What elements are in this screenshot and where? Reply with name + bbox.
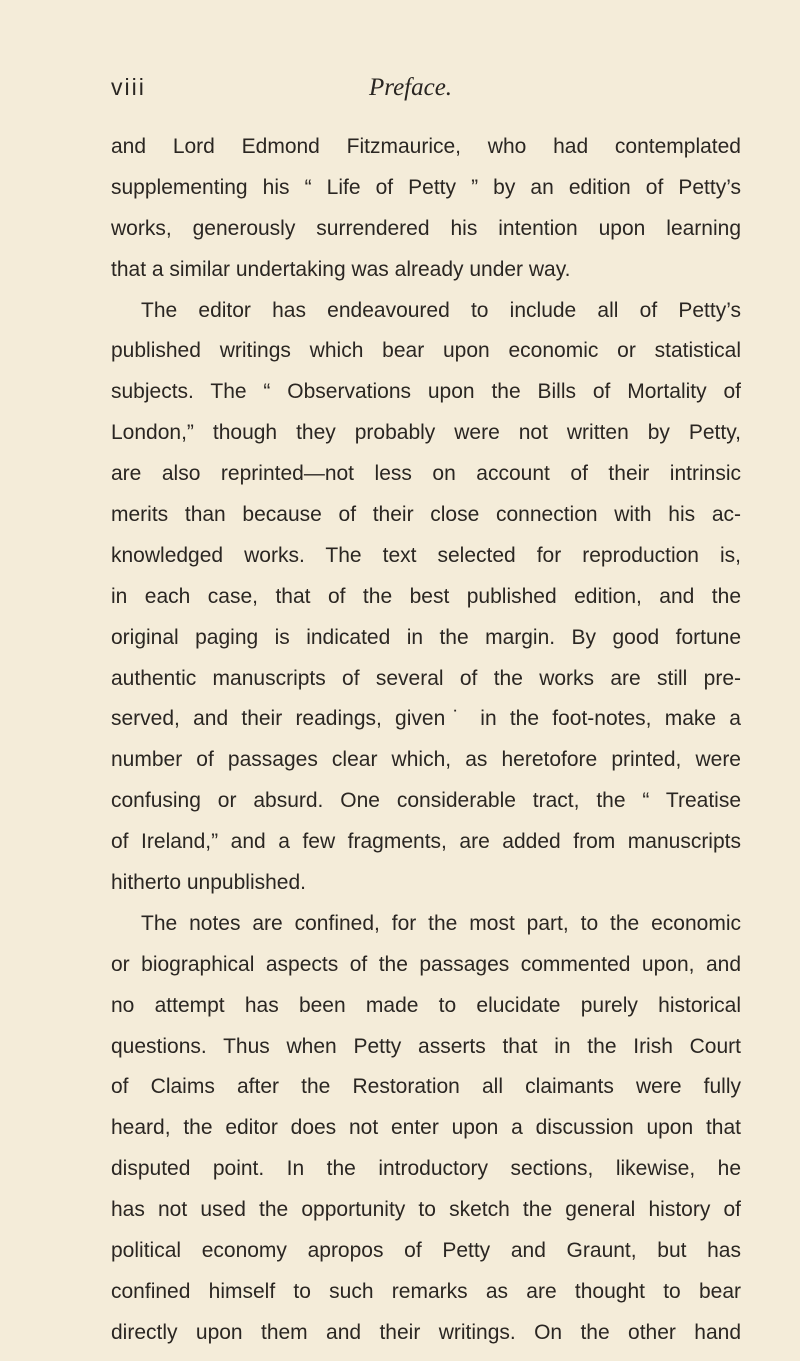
text-line: heard, the editor does not enter upon a discussion upon that bbox=[111, 1116, 741, 1140]
text-line: subjects. The “ Observations upon the Bills of Mortality of bbox=[111, 380, 741, 404]
text-line: that a similar undertaking was already under way. bbox=[111, 257, 571, 281]
text-line: in each case, that of the best published edition, and the bbox=[111, 584, 741, 608]
text-line: The notes are confined, for the most part, to the economic bbox=[141, 911, 741, 935]
text-line: questions. Thus when Petty asserts that in the Irish Court bbox=[111, 1034, 741, 1058]
text-line: number of passages clear which, as heretofore printed, were bbox=[111, 748, 741, 772]
text-line: London,” though they probably were not written by Petty, bbox=[111, 421, 741, 445]
text-line: of Claims after the Restoration all claimants were fully bbox=[111, 1075, 741, 1099]
text-line: are also reprinted—not less on account of their intrinsic bbox=[111, 462, 741, 486]
text-line: political economy apropos of Petty and Graunt, but has bbox=[111, 1239, 741, 1263]
running-title: Preface. bbox=[369, 74, 453, 101]
text-line: supplementing his “ Life of Petty ” by an edition of Petty’s bbox=[111, 175, 741, 199]
running-head bbox=[0, 74, 800, 108]
text-line: or biographical aspects of the passages commented upon, and bbox=[111, 952, 741, 976]
text-line: The editor has endeavoured to include all of Petty’s bbox=[141, 298, 741, 322]
text-line: of Ireland,” and a few fragments, are added from manuscripts bbox=[111, 830, 741, 854]
text-line: original paging is indicated in the margin. By good fortune bbox=[111, 625, 741, 649]
body-text bbox=[111, 127, 741, 1354]
text-line: confusing or absurd. One considerable tract, the “ Treatise bbox=[111, 789, 741, 813]
text-line: directly upon them and their writings. On the other hand bbox=[111, 1320, 741, 1344]
text-line: has not used the opportunity to sketch the general history of bbox=[111, 1198, 741, 1222]
text-line: confined himself to such remarks as are thought to bear bbox=[111, 1279, 741, 1303]
text-line: merits than because of their close connection with his ac- bbox=[111, 503, 741, 527]
text-line: works, generously surrendered his intention upon learning bbox=[111, 216, 741, 240]
text-line: authentic manuscripts of several of the works are still pre- bbox=[111, 666, 741, 690]
text-line: published writings which bear upon economic or statistical bbox=[111, 339, 741, 363]
page-number: viii bbox=[111, 74, 146, 100]
text-line: disputed point. In the introductory sections, likewise, he bbox=[111, 1157, 741, 1181]
text-line: served, and their readings, given˙ in the foot-notes, make a bbox=[111, 707, 741, 731]
text-line: and Lord Edmond Fitzmaurice, who had contemplated bbox=[111, 135, 741, 158]
text-line: knowledged works. The text selected for reproduction is, bbox=[111, 543, 741, 567]
text-line: hitherto unpublished. bbox=[111, 871, 306, 895]
text-line: no attempt has been made to elucidate purely historical bbox=[111, 993, 741, 1017]
